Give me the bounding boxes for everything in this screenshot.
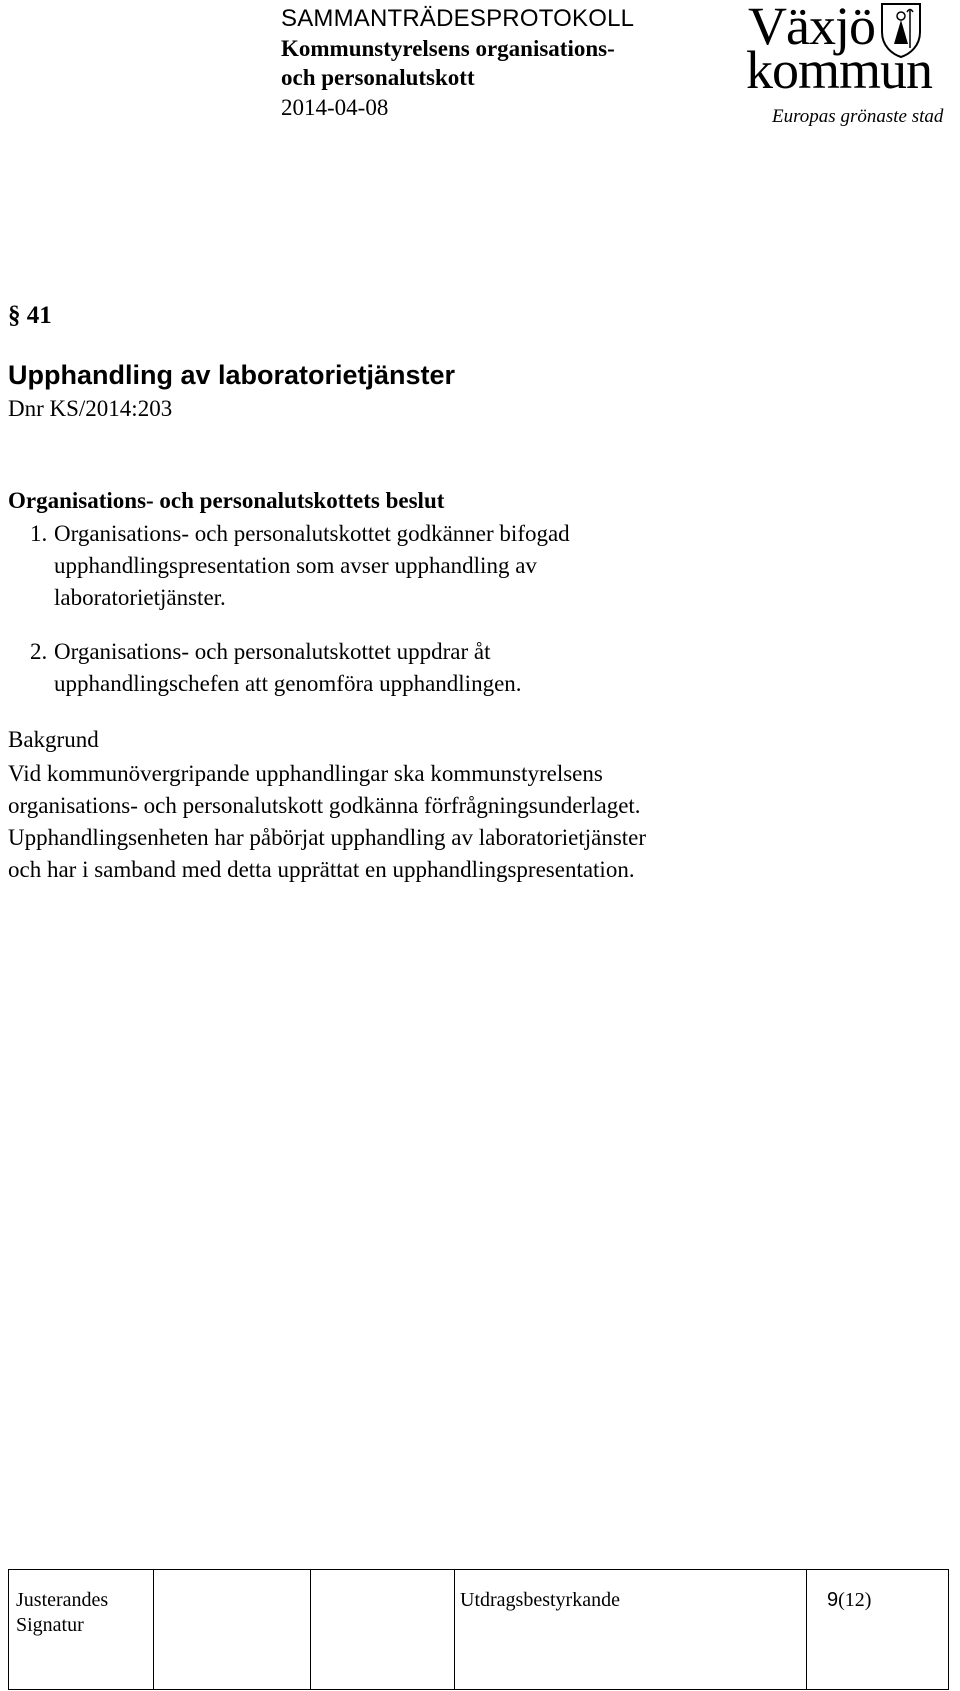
table-divider [153,1570,154,1689]
paragraph-number: § 41 [8,302,52,329]
background-heading: Bakgrund [8,727,99,752]
decision-heading: Organisations- och personalutskottets beslut [8,488,445,513]
document-header [281,4,634,124]
case-number: Dnr KS/2014:203 [8,396,173,421]
background-line: Vid kommunövergripande upphandlingar ska kommunstyrelsens [8,761,603,786]
page-current: 9 [827,1589,839,1611]
decision-item-line: Organisations- och personalutskottet uppdrar åt [54,639,491,664]
background-line: organisations- och personalutskott godkänna förfrågningsunderlaget. [8,793,641,818]
committee-name-line1: Kommunstyrelsens organisations- [281,36,615,61]
background-line: och har i samband med detta upprättat en upphandlingspresentation. [8,857,635,882]
decision-item-line: Organisations- och personalutskottet godkänner bifogad [54,521,570,546]
background-paragraph [8,758,948,886]
logo-word-kommun: kommun [746,40,933,100]
protocol-title: SAMMANTRÄDESPROTOKOLL [281,5,635,32]
logo-tagline: Europas grönaste stad [772,106,944,127]
signatur-label: Signatur [16,1614,84,1636]
decision-item-number: 2. [30,639,48,664]
decision-item-line: laboratorietjänster. [54,585,226,610]
decision-item-number: 1. [30,521,48,546]
page-title: Upphandling av laboratorietjänster [8,360,456,390]
decision-item-line: upphandlingschefen att genomföra upphandlingen. [54,671,522,696]
meeting-date: 2014-04-08 [281,95,389,120]
decision-item-line: upphandlingspresentation som avser upphandling av [54,553,537,578]
signature-table [8,1569,949,1690]
page-total: (12) [838,1589,872,1611]
decision-item-2 [30,636,754,700]
page-number [827,1588,871,1612]
committee-name-line2: och personalutskott [281,65,475,90]
table-divider [310,1570,311,1689]
decision-item-1 [30,518,754,614]
justerandes-label: Justerandes [16,1589,109,1611]
vaxjo-kommun-logo [748,0,960,132]
logo-word-vaxjo: Växjö [748,0,875,56]
utdragsbestyrkande-label: Utdragsbestyrkande [460,1589,620,1611]
table-divider [454,1570,455,1689]
background-line: Upphandlingsenheten har påbörjat upphandling av laboratorietjänster [8,825,647,850]
table-divider [806,1570,807,1689]
